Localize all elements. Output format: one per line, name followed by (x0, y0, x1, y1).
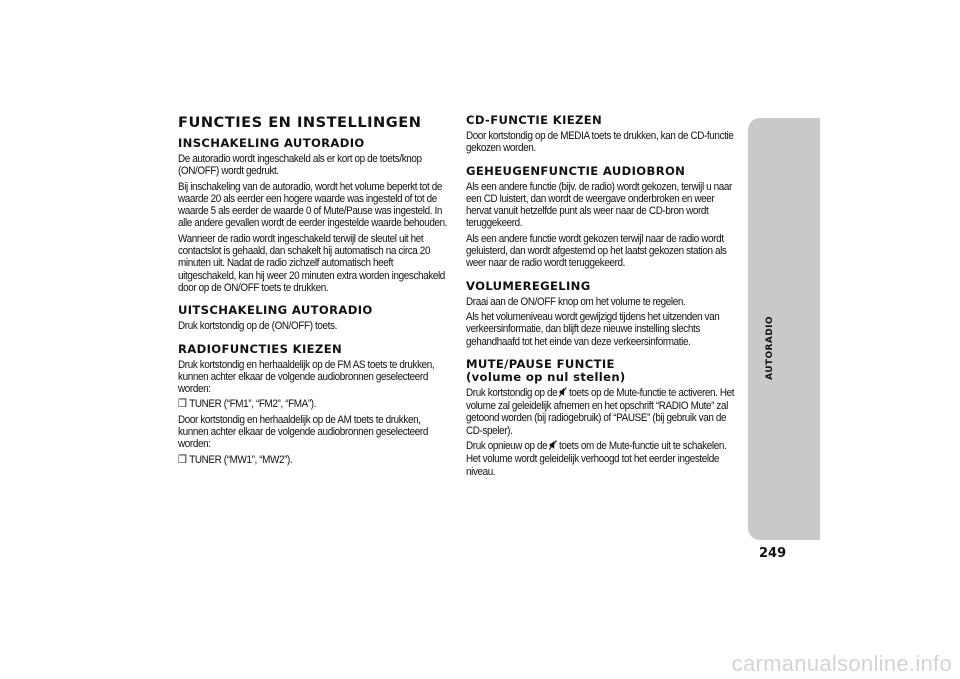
section-geheugenfunctie (466, 165, 742, 270)
section-radiofuncties (178, 343, 448, 466)
section-uitschakeling (178, 304, 448, 332)
paragraph: Draai aan de ON/OFF knop om het volume te regelen. (466, 295, 686, 308)
section-volumeregeling (466, 280, 742, 348)
chapter-tab-label (762, 318, 778, 378)
right-column (466, 114, 742, 488)
heading-line-2: (volume op nul stellen) (466, 369, 626, 384)
paragraph: Door kortstondig en herhaaldelijk op de AM toets te drukken, kunnen achter elkaar de volgende audiobronnen geselecteerd worden: (178, 413, 428, 451)
paragraph: Als een andere functie (bijv. de radio) wordt gekozen, terwijl u naar een CD luistert, dan wordt de weergave onderbroken en weer hervat vanuit hetzelfde punt als weer naar de CD-bron wordt teruggekeerd. (466, 180, 732, 230)
bullet-icon: ❒ (178, 453, 187, 466)
paragraph: Druk kortstondig en herhaaldelijk op de FM AS toets te drukken, kunnen achter elkaar de volgende audiobronnen geselecteerd worden: (178, 358, 435, 396)
paragraph: Door kortstondig op de MEDIA toets te drukken, kan de CD-functie gekozen worden. (466, 130, 734, 155)
paragraph: De autoradio wordt ingeschakeld als er kort op de toets/knop (ON/OFF) wordt gedrukt. (178, 153, 422, 178)
bullet-item (178, 454, 448, 466)
paragraph: Als het volumeniveau wordt gewijzigd tijdens het uitzenden van verkeersinformatie, dan blijft deze nieuwe instelling slechts gehandhaafd tot het einde van deze verkeersinformatie. (466, 310, 720, 348)
section-mute-pause (466, 358, 742, 478)
section-heading: UITSCHAKELING AUTORADIO (178, 303, 373, 318)
paragraph: Druk kortstondig op de (ON/OFF) toets. (178, 320, 337, 333)
bullet-text: TUNER (“FM1”, “FM2”, “FMA”). (189, 398, 317, 411)
left-column (178, 114, 448, 476)
section-inschakeling (178, 137, 448, 294)
bullet-text: TUNER (“MW1”, “MW2”). (189, 453, 293, 466)
section-heading: CD-FUNCTIE KIEZEN (466, 113, 603, 127)
section-heading (466, 358, 742, 384)
page-title: FUNCTIES EN INSTELLINGEN (178, 114, 422, 131)
mute-button-icon (549, 440, 557, 453)
chapter-label: AUTORADIO (765, 316, 775, 380)
text-after-icon: toets om de Mute-functie uit te schakelen. Het volume wordt geleidelijk verhoogd tot het eerder ingestelde niveau. (466, 440, 727, 478)
paragraph: Bij inschakeling van de autoradio, wordt het volume beperkt tot de waarde 20 als eerder een hogere waarde was ingesteld of tot de waarde 5 als eerder de waarde 0 of Mute/Pause was ingesteld. In alle andere gevallen wordt de eerder ingestelde waarde behouden. (178, 180, 448, 230)
paragraph: Als een andere functie wordt gekozen terwijl naar de radio wordt geluisterd, dan wordt afgestemd op het laatst gekozen station als weer naar de radio wordt teruggekeerd. (466, 232, 727, 270)
section-heading: GEHEUGENFUNCTIE AUDIOBRON (466, 163, 686, 178)
page-number: 249 (759, 546, 787, 561)
mute-button-icon (559, 387, 567, 400)
paragraph: Wanneer de radio wordt ingeschakeld terwijl de sleutel uit het contactslot is gehaald, dan schakelt hij automatisch na circa 20 minuten uit. Nadat de radio zichzelf automatisch heeft uitgeschakeld, kan hij weer 20 minuten extra worden ingeschakeld door op de ON/OFF toets te drukken. (178, 232, 445, 294)
bullet-icon: ❒ (178, 398, 187, 411)
text-before-icon: Druk opnieuw op de (466, 440, 548, 453)
paragraph (466, 387, 742, 437)
watermark: carmanualsonline.info (731, 651, 952, 676)
text-after-icon: toets op de Mute-functie te activeren. Het volume zal geleidelijk afnemen en het opschrift “RADIO Mute” zal getoond worden (bij radiogebruik) of “PAUSE” (bij gebruik van de CD-speler). (466, 386, 735, 437)
heading-line-1: MUTE/PAUSE FUNCTIE (466, 356, 615, 371)
chapter-tab (748, 118, 820, 540)
bullet-item (178, 398, 448, 410)
section-heading: RADIOFUNCTIES KIEZEN (178, 341, 343, 356)
section-cd-functie (466, 114, 742, 155)
section-heading: INSCHAKELING AUTORADIO (178, 136, 365, 150)
text-before-icon: Druk kortstondig op de (466, 386, 558, 399)
paragraph (466, 440, 742, 478)
section-heading: VOLUMEREGELING (466, 278, 591, 293)
